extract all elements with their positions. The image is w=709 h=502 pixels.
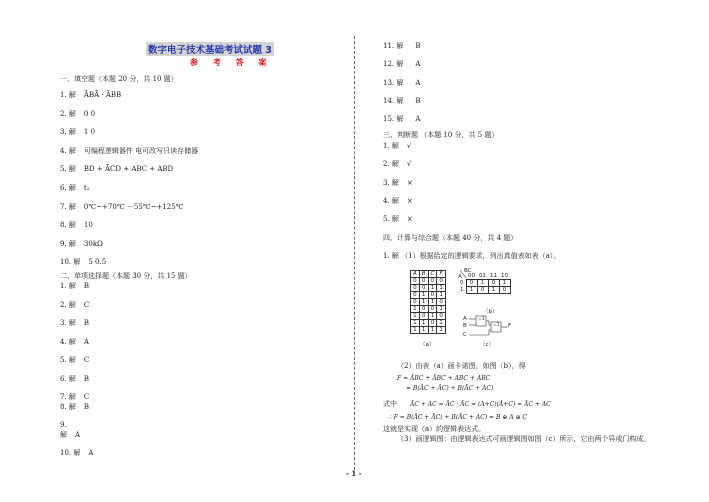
truth-table-cell: 1 bbox=[437, 320, 446, 327]
answer-value: × bbox=[406, 178, 413, 187]
answer-row bbox=[60, 449, 93, 458]
answer-row bbox=[60, 393, 89, 402]
equation-3-label: 式中 bbox=[383, 400, 397, 408]
truth-table-row bbox=[411, 299, 446, 306]
note-1: 这就是实现（a）的逻辑表达式。 bbox=[383, 425, 486, 433]
answer-row bbox=[60, 338, 89, 347]
answer-value: 5 0.5 bbox=[88, 258, 107, 267]
answer-value: 10 bbox=[83, 221, 93, 230]
kmap-cell: 1 bbox=[499, 280, 510, 287]
answer-number: 10. 解 bbox=[60, 258, 81, 267]
answer-number: 2. 解 bbox=[60, 109, 76, 118]
answer-value: 1 0 bbox=[83, 128, 96, 137]
kmap-corner-top: BC bbox=[464, 268, 472, 274]
truth-table-row bbox=[411, 313, 446, 320]
truth-table-cell: 1 bbox=[411, 320, 420, 327]
answer-number: 7. 解 bbox=[60, 393, 76, 401]
equation-4: ∴ F = B(ĀC + ĀC) + B(ĀC + AC) = B ⊕ A ⊕ C bbox=[388, 414, 527, 421]
truth-table-cell: 0 bbox=[437, 299, 446, 306]
truth-table-cell: 1 bbox=[419, 292, 428, 299]
gate-input-b: B bbox=[463, 323, 467, 329]
kmap-cell: 0 bbox=[488, 280, 499, 287]
answer-row bbox=[60, 110, 95, 119]
step-2-text: （2）由表（a）画卡诺图，如图（b），得 bbox=[397, 362, 526, 370]
answer-number: 2. 解 bbox=[383, 160, 399, 169]
answer-value: √ bbox=[406, 142, 412, 150]
answer-row bbox=[383, 215, 413, 224]
truth-table-cell: 0 bbox=[411, 278, 420, 285]
answer-value: 可编程逻辑器件 电可改写只读存储器 bbox=[83, 146, 199, 155]
answer-value: B bbox=[83, 282, 90, 290]
kmap-cell: 1 bbox=[488, 287, 499, 294]
truth-table-cell: 0 bbox=[437, 313, 446, 320]
answer-row bbox=[60, 165, 173, 174]
answer-value: A bbox=[88, 449, 94, 457]
xor-gate-1-symbol: =1 bbox=[478, 317, 485, 322]
truth-table-cell: 0 bbox=[419, 278, 428, 285]
answer-value: A bbox=[415, 60, 421, 69]
answer-number: 8. 解 bbox=[60, 221, 76, 230]
kmap-column-label: 11 bbox=[490, 273, 497, 279]
truth-table-header-cell: C bbox=[428, 271, 437, 278]
truth-table-row bbox=[411, 306, 446, 313]
answer-number: 5. 解 bbox=[60, 165, 76, 174]
truth-table-row bbox=[411, 320, 446, 327]
truth-table bbox=[410, 270, 446, 334]
answer-row bbox=[60, 128, 95, 137]
answer-value: t₂ bbox=[83, 184, 90, 192]
answer-row bbox=[383, 142, 411, 151]
answer-number: 6. 解 bbox=[60, 374, 76, 383]
answer-number: 1. 解 bbox=[60, 282, 76, 290]
answer-row bbox=[60, 221, 93, 230]
truth-table-cell: 0 bbox=[428, 306, 437, 313]
truth-table-row bbox=[411, 327, 446, 334]
answer-number: 10. 解 bbox=[60, 449, 81, 457]
answer-number: 3. 解 bbox=[60, 319, 76, 327]
answer-row bbox=[383, 160, 411, 169]
answer-value: BD + ĀCD + ABC + ABD bbox=[83, 165, 174, 174]
answer-number: 9. 解 bbox=[60, 239, 76, 248]
answer-row bbox=[383, 115, 420, 124]
truth-table-cell: 1 bbox=[428, 313, 437, 320]
answer-value: C bbox=[83, 356, 90, 364]
answer-number: 3. 解 bbox=[60, 128, 76, 137]
caption-c: （c） bbox=[480, 342, 495, 348]
section-4-heading: 四、计算与综合题（本题 40 分，共 4 题） bbox=[383, 234, 518, 242]
truth-table-cell: 1 bbox=[428, 285, 437, 292]
answer-number: 4. 解 bbox=[60, 337, 76, 346]
truth-table-cell: 1 bbox=[419, 327, 428, 334]
column-divider bbox=[354, 36, 355, 470]
answer-row bbox=[60, 319, 89, 328]
truth-table-cell: 1 bbox=[437, 327, 446, 334]
answer-number: 8. 解 bbox=[60, 403, 76, 411]
answer-value: A bbox=[415, 78, 421, 87]
section-3-heading: 三、判断题 （本题 10 分，共 5 题） bbox=[383, 131, 499, 139]
answer-number: 2. 解 bbox=[60, 300, 76, 309]
answer-row bbox=[383, 97, 421, 106]
equation-2: = B(ĀC + ĀC) + B(ĀC + AC) bbox=[406, 385, 494, 392]
answer-row bbox=[383, 60, 420, 69]
answer-row bbox=[60, 147, 198, 156]
truth-table-cell: 1 bbox=[411, 327, 420, 334]
kmap-column-label: 00 bbox=[468, 273, 475, 279]
answer-value: A bbox=[75, 431, 81, 439]
answer-row bbox=[383, 42, 421, 51]
note-2: （3）画逻辑图：由逻辑表达式可画逻辑图如图（c）所示，它由两个异或门构成。 bbox=[397, 435, 651, 443]
truth-table-cell: 0 bbox=[411, 292, 420, 299]
kmap-cell: 1 bbox=[477, 280, 488, 287]
truth-table-cell: 1 bbox=[428, 327, 437, 334]
document-title: 数字电子技术基础考试试题 3 bbox=[146, 42, 274, 56]
answer-value: B bbox=[83, 374, 90, 383]
answer-row bbox=[383, 79, 420, 88]
kmap-cell: 0 bbox=[477, 287, 488, 294]
kmap-row-label: 1 bbox=[460, 287, 464, 293]
kmap-cell: 0 bbox=[499, 287, 510, 294]
truth-table-cell: 1 bbox=[419, 320, 428, 327]
answer-row bbox=[60, 356, 89, 365]
answer-value: B bbox=[415, 42, 421, 50]
answer-row bbox=[60, 375, 89, 384]
truth-table-cell: 1 bbox=[428, 299, 437, 306]
answer-number: 12. 解 bbox=[383, 60, 404, 69]
answer-number: 1. 解 bbox=[60, 91, 76, 99]
section-2-heading: 二、单项选择题（本题 30 分，共 15 题） bbox=[60, 272, 192, 280]
truth-table-row bbox=[411, 285, 446, 292]
answer-row bbox=[60, 431, 80, 440]
kmap-cell: 0 bbox=[466, 280, 477, 287]
answer-number: 解 bbox=[60, 431, 67, 439]
xor-gates-drawing bbox=[463, 313, 518, 343]
truth-table-cell: 1 bbox=[419, 299, 428, 306]
truth-table-header-cell: B bbox=[419, 271, 428, 278]
answer-number: 13. 解 bbox=[383, 78, 404, 87]
answer-value: A bbox=[415, 115, 421, 124]
truth-table-cell: 0 bbox=[419, 313, 428, 320]
answer-value: C bbox=[83, 393, 90, 401]
answer-value: 0℃~+70℃ －55℃~+125℃ bbox=[83, 202, 184, 211]
answer-row bbox=[60, 240, 103, 249]
truth-table-cell: 1 bbox=[437, 292, 446, 299]
section-1-heading: 一、填空题（本题 20 分，共 10 题） bbox=[60, 75, 178, 83]
answer-number: 6. 解 bbox=[60, 184, 76, 192]
answer-number: 7. 解 bbox=[60, 202, 76, 211]
answer-value: 0 0 bbox=[83, 109, 96, 118]
answer-value: C bbox=[83, 300, 90, 309]
truth-table-cell: 0 bbox=[411, 299, 420, 306]
truth-table-cell: 1 bbox=[437, 285, 446, 292]
gate-input-c: C bbox=[463, 332, 467, 338]
answer-row bbox=[60, 203, 184, 212]
gate-input-a: A bbox=[463, 316, 467, 322]
answer-row bbox=[60, 282, 89, 291]
answer-row bbox=[60, 258, 106, 267]
answer-row bbox=[383, 197, 413, 206]
truth-table-header-cell: F bbox=[437, 271, 446, 278]
kmap-corner-left: A bbox=[458, 274, 462, 280]
truth-table-cell: 1 bbox=[411, 313, 420, 320]
caption-a: （a） bbox=[420, 342, 435, 348]
truth-table-row bbox=[411, 292, 446, 299]
page-number: - 1 - bbox=[346, 469, 362, 478]
truth-table-cell: 1 bbox=[411, 306, 420, 313]
document-subtitle: 参 考 答 案 bbox=[190, 57, 273, 67]
answer-number: 14. 解 bbox=[383, 96, 404, 105]
kmap-column-label: 10 bbox=[501, 273, 508, 279]
answer-number: 1. 解 bbox=[383, 142, 399, 150]
truth-table-cell: 0 bbox=[419, 285, 428, 292]
answer-number: 5. 解 bbox=[383, 215, 399, 224]
truth-table-row bbox=[411, 278, 446, 285]
kmap-row bbox=[458, 280, 510, 287]
answer-row bbox=[60, 403, 89, 412]
caption-b: （b） bbox=[483, 309, 498, 315]
answer-row bbox=[60, 421, 75, 430]
answer-number: 3. 解 bbox=[383, 178, 399, 187]
answer-row bbox=[383, 179, 413, 188]
answer-row bbox=[60, 184, 90, 193]
answer-value: 30kΩ bbox=[83, 239, 103, 248]
kmap-row bbox=[458, 287, 510, 294]
equation-1: F = ĀBC + ĀBC + ABC + ABC bbox=[397, 375, 491, 382]
answer-value: × bbox=[406, 215, 413, 224]
truth-table-cell: 1 bbox=[437, 306, 446, 313]
kmap-cell: 1 bbox=[466, 287, 477, 294]
truth-table-header-cell: A bbox=[411, 271, 420, 278]
answer-value: B bbox=[415, 96, 421, 105]
truth-table-cell: 0 bbox=[428, 278, 437, 285]
answer-value: ĀBĀ · ĀBB bbox=[83, 91, 122, 99]
answer-value: B bbox=[83, 403, 90, 411]
truth-table-cell: 0 bbox=[419, 306, 428, 313]
answer-number: 9. bbox=[60, 421, 67, 429]
equation-3: ĀC + AC = ĀC · ĀC = (A+C)(Ā+C) = ĀC + AC bbox=[410, 401, 551, 408]
truth-table-cell: 0 bbox=[428, 320, 437, 327]
answer-number: 4. 解 bbox=[60, 146, 76, 155]
answer-value: B bbox=[83, 319, 90, 327]
truth-table-cell: 0 bbox=[411, 285, 420, 292]
answer-number: 4. 解 bbox=[383, 196, 399, 205]
question-1-intro: 1. 解 （1）根据给定的逻辑要求，列出真值表如表（a）。 bbox=[383, 252, 561, 260]
truth-table-cell: 0 bbox=[428, 292, 437, 299]
answer-value: × bbox=[406, 196, 413, 205]
answer-value: A bbox=[83, 337, 89, 346]
answer-number: 15. 解 bbox=[383, 115, 404, 124]
answer-row bbox=[60, 91, 121, 100]
answer-number: 5. 解 bbox=[60, 356, 76, 364]
kmap-row-label: 0 bbox=[460, 280, 464, 286]
answer-row bbox=[60, 301, 89, 310]
answer-number: 11. 解 bbox=[383, 42, 404, 50]
truth-table-cell: 0 bbox=[437, 278, 446, 285]
gate-output-f: F bbox=[508, 323, 512, 329]
answer-value: √ bbox=[406, 160, 412, 169]
kmap-column-label: 01 bbox=[479, 273, 486, 279]
xor-gate-2-symbol: =1 bbox=[493, 323, 500, 328]
